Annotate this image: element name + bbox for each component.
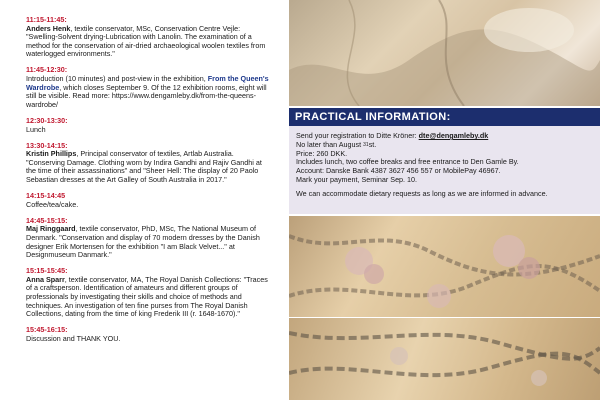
entry-text: , textile conservator, MSc, Conservation Centre Vejle: "Swelling-Solvent drying-Lubrication with Lanolin. The examination of a method for the conservation of air-dried archaeological woolen textiles from waterlogged environments." [26, 23, 266, 59]
entry-text: , Principal conservator of textiles, Artlab Australia. "Conserving Damage. Clothing worn by Indira Gandhi and Rajiv Gandhi at the time of their assassinations" and "Sheer Hell: The display of 20 Paolo Sebastian dresses at the Art Galley of South Australia in 2017." [26, 149, 262, 184]
program-entry [26, 66, 270, 109]
dietary-line: We can accommodate dietary requests as long as we are informed in advance. [296, 188, 548, 198]
photo-embroidery-flowers [289, 216, 600, 317]
photo-embroidery-chains [289, 318, 600, 400]
speaker-name: Maj Ringgaard [26, 224, 76, 234]
time-slot: 15:15-15:45: [26, 266, 68, 276]
speaker-name: Anna Sparr [26, 274, 65, 284]
program-entry [26, 267, 270, 319]
entry-text: Introduction (10 minutes) and post-view in the exhibition, [26, 74, 208, 84]
entry-text: Lunch [26, 124, 46, 134]
account-line: Account: Danske Bank 4387 3627 456 557 or MobilePay 46967. [296, 166, 501, 176]
entry-text: Discussion and THANK YOU. [26, 333, 121, 343]
time-slot: 14:45-15:15: [26, 215, 68, 225]
program-entry [26, 192, 270, 209]
price-line: Price: 260 DKK. [296, 148, 348, 158]
deadline-day: 31 [363, 141, 369, 148]
practical-info-header: PRACTICAL INFORMATION: [289, 108, 600, 126]
email-link[interactable]: dte@dengamleby.dk [418, 131, 489, 140]
entry-text: Coffee/tea/cake. [26, 199, 79, 209]
time-slot: 15:45-16:15: [26, 325, 68, 335]
entry-text: , which closes September 9. Of the 12 exhibition rooms, eight will still be visible. Read more: https://www.dengamleby.dk/from-the-queens-wardrobe/ [26, 82, 267, 109]
program-column [0, 0, 278, 400]
registration-text: Send your registration to Ditte Kröner: [296, 131, 419, 140]
exhibition-link[interactable]: From the Queen's Wardrobe [26, 74, 269, 92]
embroidery-graphic [289, 216, 600, 317]
program-entry [26, 117, 270, 134]
entry-text: , textile conservator, MA, The Royal Danish Collections: "Traces of a craftsperson. Identification of amateurs and different groups of professionals by investigating their skills and choice of methods and techniques. An investigation of ten fine purses from The Royal Danish Collections, dating from the time of king Frederik III (r. 1648-1670)." [26, 274, 268, 319]
deadline-text: No later than August [296, 139, 364, 149]
speaker-name: Kristin Phillips [26, 149, 77, 159]
entry-text: , textile conservator, PhD, MSc, The National Museum of Denmark. "Conservation and display of 70 modern dresses by the Danish designer Erik Mortensen for the exhibition "I am Black Velvet..." at Designmuseum Danmark." [26, 224, 260, 260]
program-entry [26, 142, 270, 185]
time-slot: 11:45-12:30: [26, 65, 68, 75]
speaker-name: Anders Henk [26, 23, 71, 33]
time-slot: 11:15-11:45: [26, 15, 67, 24]
photo-textile-dress [289, 0, 600, 106]
deadline-suffix: st. [368, 139, 377, 149]
program-entry [26, 16, 270, 59]
time-slot: 12:30-13:30: [26, 115, 68, 125]
mark-payment-line: Mark your payment, Seminar Sep. 10. [296, 174, 418, 184]
dress-fabric-graphic [289, 0, 600, 106]
program-entry [26, 217, 270, 260]
program-entry [26, 326, 270, 343]
time-slot: 13:30-14:15: [26, 140, 68, 150]
chain-embroidery-graphic [289, 318, 600, 400]
practical-info-panel [289, 126, 600, 214]
includes-line: Includes lunch, two coffee breaks and free entrance to Den Gamle By. [296, 157, 519, 167]
time-slot: 14:15-14:45 [26, 191, 66, 201]
